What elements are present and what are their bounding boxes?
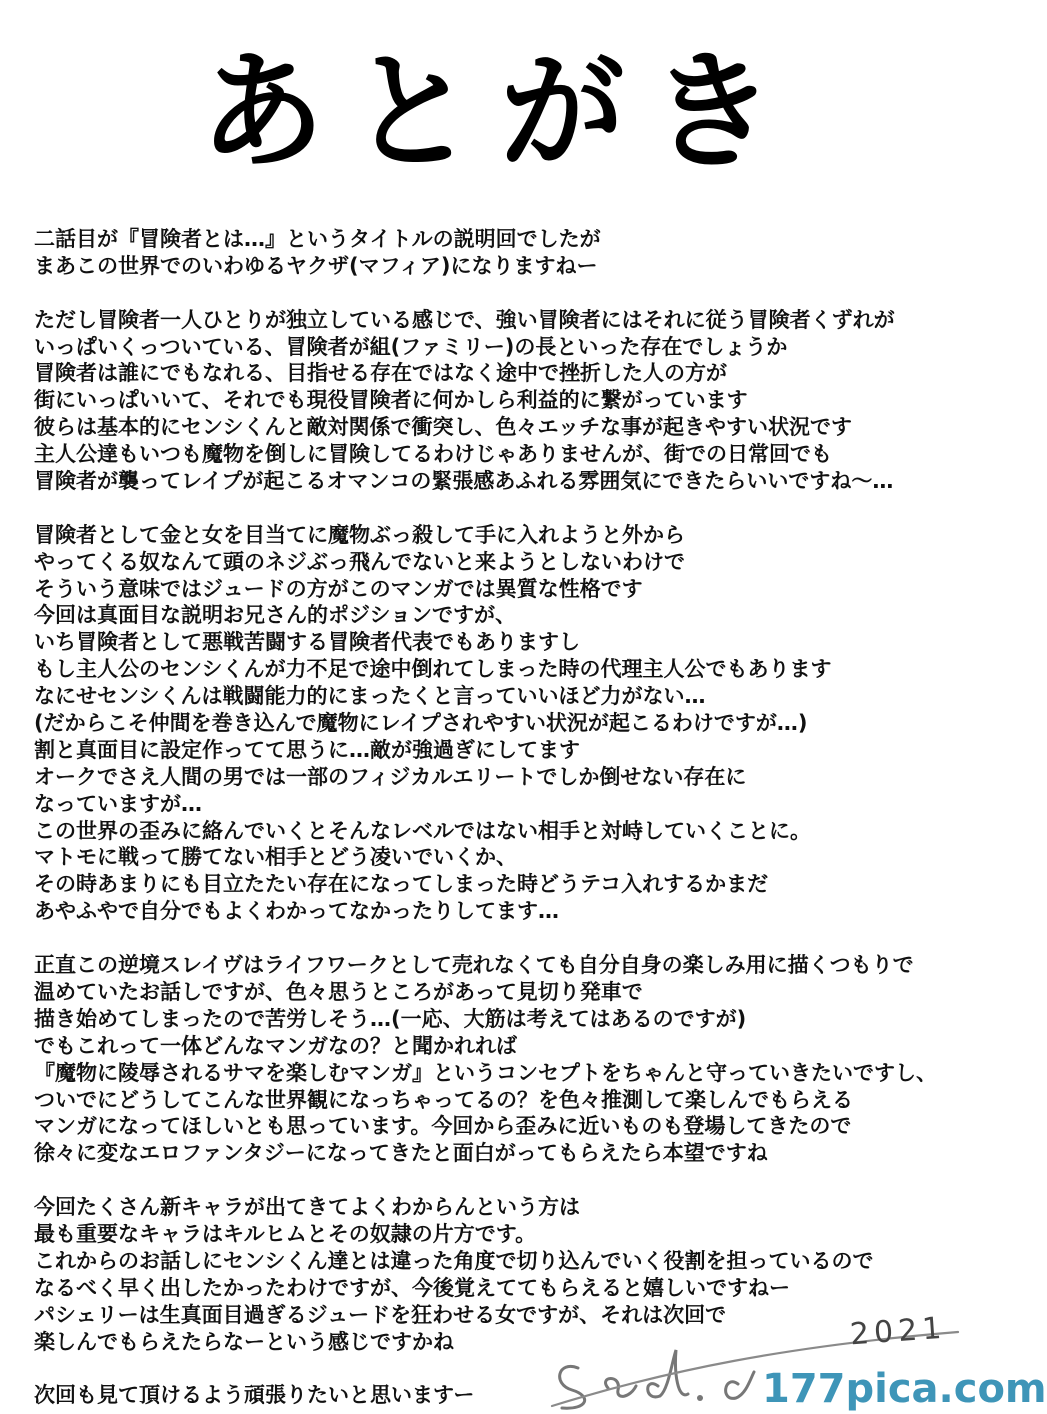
text-line: 今回は真面目な説明お兄さん的ポジションですが、	[34, 603, 517, 628]
text-line: 彼らは基本的にセンシくんと敵対関係で衝突し、色々エッチな事が起きやすい状況です	[34, 415, 853, 440]
text-line: 描き始めてしまったので苦労しそう…(一応、大筋は考えてはあるのですが)	[34, 1006, 747, 1031]
paragraph	[34, 952, 984, 1167]
text-line: なっていますが…	[34, 791, 202, 816]
text-line: オークでさえ人間の男では一部のフィジカルエリートでしか倒せない存在に	[34, 764, 747, 789]
text-line: 楽しんでもらえたらなーという感じですかね	[34, 1329, 454, 1354]
text-line: これからのお話しにセンシくん達とは違った角度で切り込んでいく役割を担っているので	[34, 1248, 874, 1273]
text-line: ついでにどうしてこんな世界観になっちゃってるの？を色々推測して楽しんでもらえる	[34, 1087, 853, 1112]
text-line: 冒険者として金と女を目当てに魔物ぶっ殺して手に入れようと外から	[34, 522, 685, 547]
paragraph	[34, 226, 984, 280]
text-line: でもこれって一体どんなマンガなの？と聞かれれば	[34, 1033, 517, 1058]
text-line: 徐々に変なエロファンタジーになってきたと面白がってもらえたら本望ですね	[34, 1141, 768, 1166]
afterword-body	[34, 226, 984, 1409]
text-line: 『魔物に陵辱されるサマを楽しむマンガ』というコンセプトをちゃんと守っていきたいですし、	[34, 1060, 937, 1085]
text-line: 主人公達もいつも魔物を倒しに冒険してるわけじゃありませんが、街での日常回でも	[34, 442, 832, 467]
text-line: いち冒険者として悪戦苦闘する冒険者代表でもありますし	[34, 630, 580, 655]
text-line: 二話目が『冒険者とは…』というタイトルの説明回でしたが	[34, 227, 601, 251]
text-line: その時あまりにも目立たたい存在になってしまった時どうテコ入れするかまだ	[34, 872, 769, 897]
text-line: もし主人公のセンシくんが力不足で途中倒れてしまった時の代理主人公でもあります	[34, 657, 832, 682]
text-line: (だからこそ仲間を巻き込んで魔物にレイプされやすい状況が起こるわけですが…)	[34, 711, 808, 736]
text-line: そういう意味ではジュードの方がこのマンガでは異質な性格です	[34, 576, 643, 601]
text-line: この世界の歪みに絡んでいくとそんなレベルではない相手と対峙していくことに。	[34, 818, 811, 843]
paragraph	[34, 522, 984, 925]
watermark-text: 177pica.com	[762, 1366, 1047, 1412]
site-watermark	[756, 1366, 1047, 1412]
text-line: 温めていたお話しですが、色々思うところがあって見切り発車で	[34, 979, 643, 1004]
text-line: 次回も見て頂けるよう頑張りたいと思いますー	[34, 1383, 475, 1408]
page-title: あとがき	[200, 38, 800, 187]
text-line: 冒険者は誰にでもなれる、目指せる存在ではなく途中で挫折した人の方が	[34, 361, 727, 386]
paragraph	[34, 307, 984, 495]
text-line: マトモに戦って勝てない相手とどう凌いでいくか、	[34, 845, 517, 870]
text-line: やってくる奴なんて頭のネジぶっ飛んでないと来ようとしないわけで	[34, 549, 685, 574]
text-line: なにせセンシくんは戦闘能力的にまったくと言っていいほど力がない…	[34, 684, 706, 709]
text-line: 冒険者が襲ってレイプが起こるオマンコの緊張感あふれる雰囲気にできたらいいですね～…	[34, 469, 894, 494]
text-line: 最も重要なキャラはキルヒムとその奴隷の片方です。	[34, 1221, 537, 1246]
text-line: いっぱいくっついている、冒険者が組(ファミリー)の長といった存在でしょうか	[34, 334, 788, 359]
text-line: 割と真面目に設定作ってて思うに…敵が強過ぎにしてます	[34, 737, 580, 762]
text-line: ただし冒険者一人ひとりが独立している感じで、強い冒険者にはそれに従う冒険者くずれが	[34, 307, 895, 332]
text-line: 街にいっぱいいて、それでも現役冒険者に何かしら利益的に繋がっています	[34, 388, 748, 413]
text-line: 正直この逆境スレイヴはライフワークとして売れなくても自分自身の楽しみ用に描くつもりで	[34, 953, 914, 978]
text-line: 今回たくさん新キャラが出てきてよくわからんという方は	[34, 1195, 580, 1220]
text-line: マンガになってほしいとも思っています。今回から歪みに近いものも登場してきたので	[34, 1114, 852, 1139]
text-line: なるべく早く出したかったわけですが、今後覚えててもらえると嬉しいですねー	[34, 1275, 790, 1300]
text-line: あやふやで自分でもよくわかってなかったりしてます…	[34, 899, 559, 924]
text-line: パシェリーは生真面目過ぎるジュードを狂わせる女ですが、それは次回で	[34, 1302, 727, 1327]
signature-year: 2021	[848, 1310, 948, 1353]
text-line: まあこの世界でのいわゆるヤクザ(マフィア)になりますねー	[34, 253, 598, 278]
